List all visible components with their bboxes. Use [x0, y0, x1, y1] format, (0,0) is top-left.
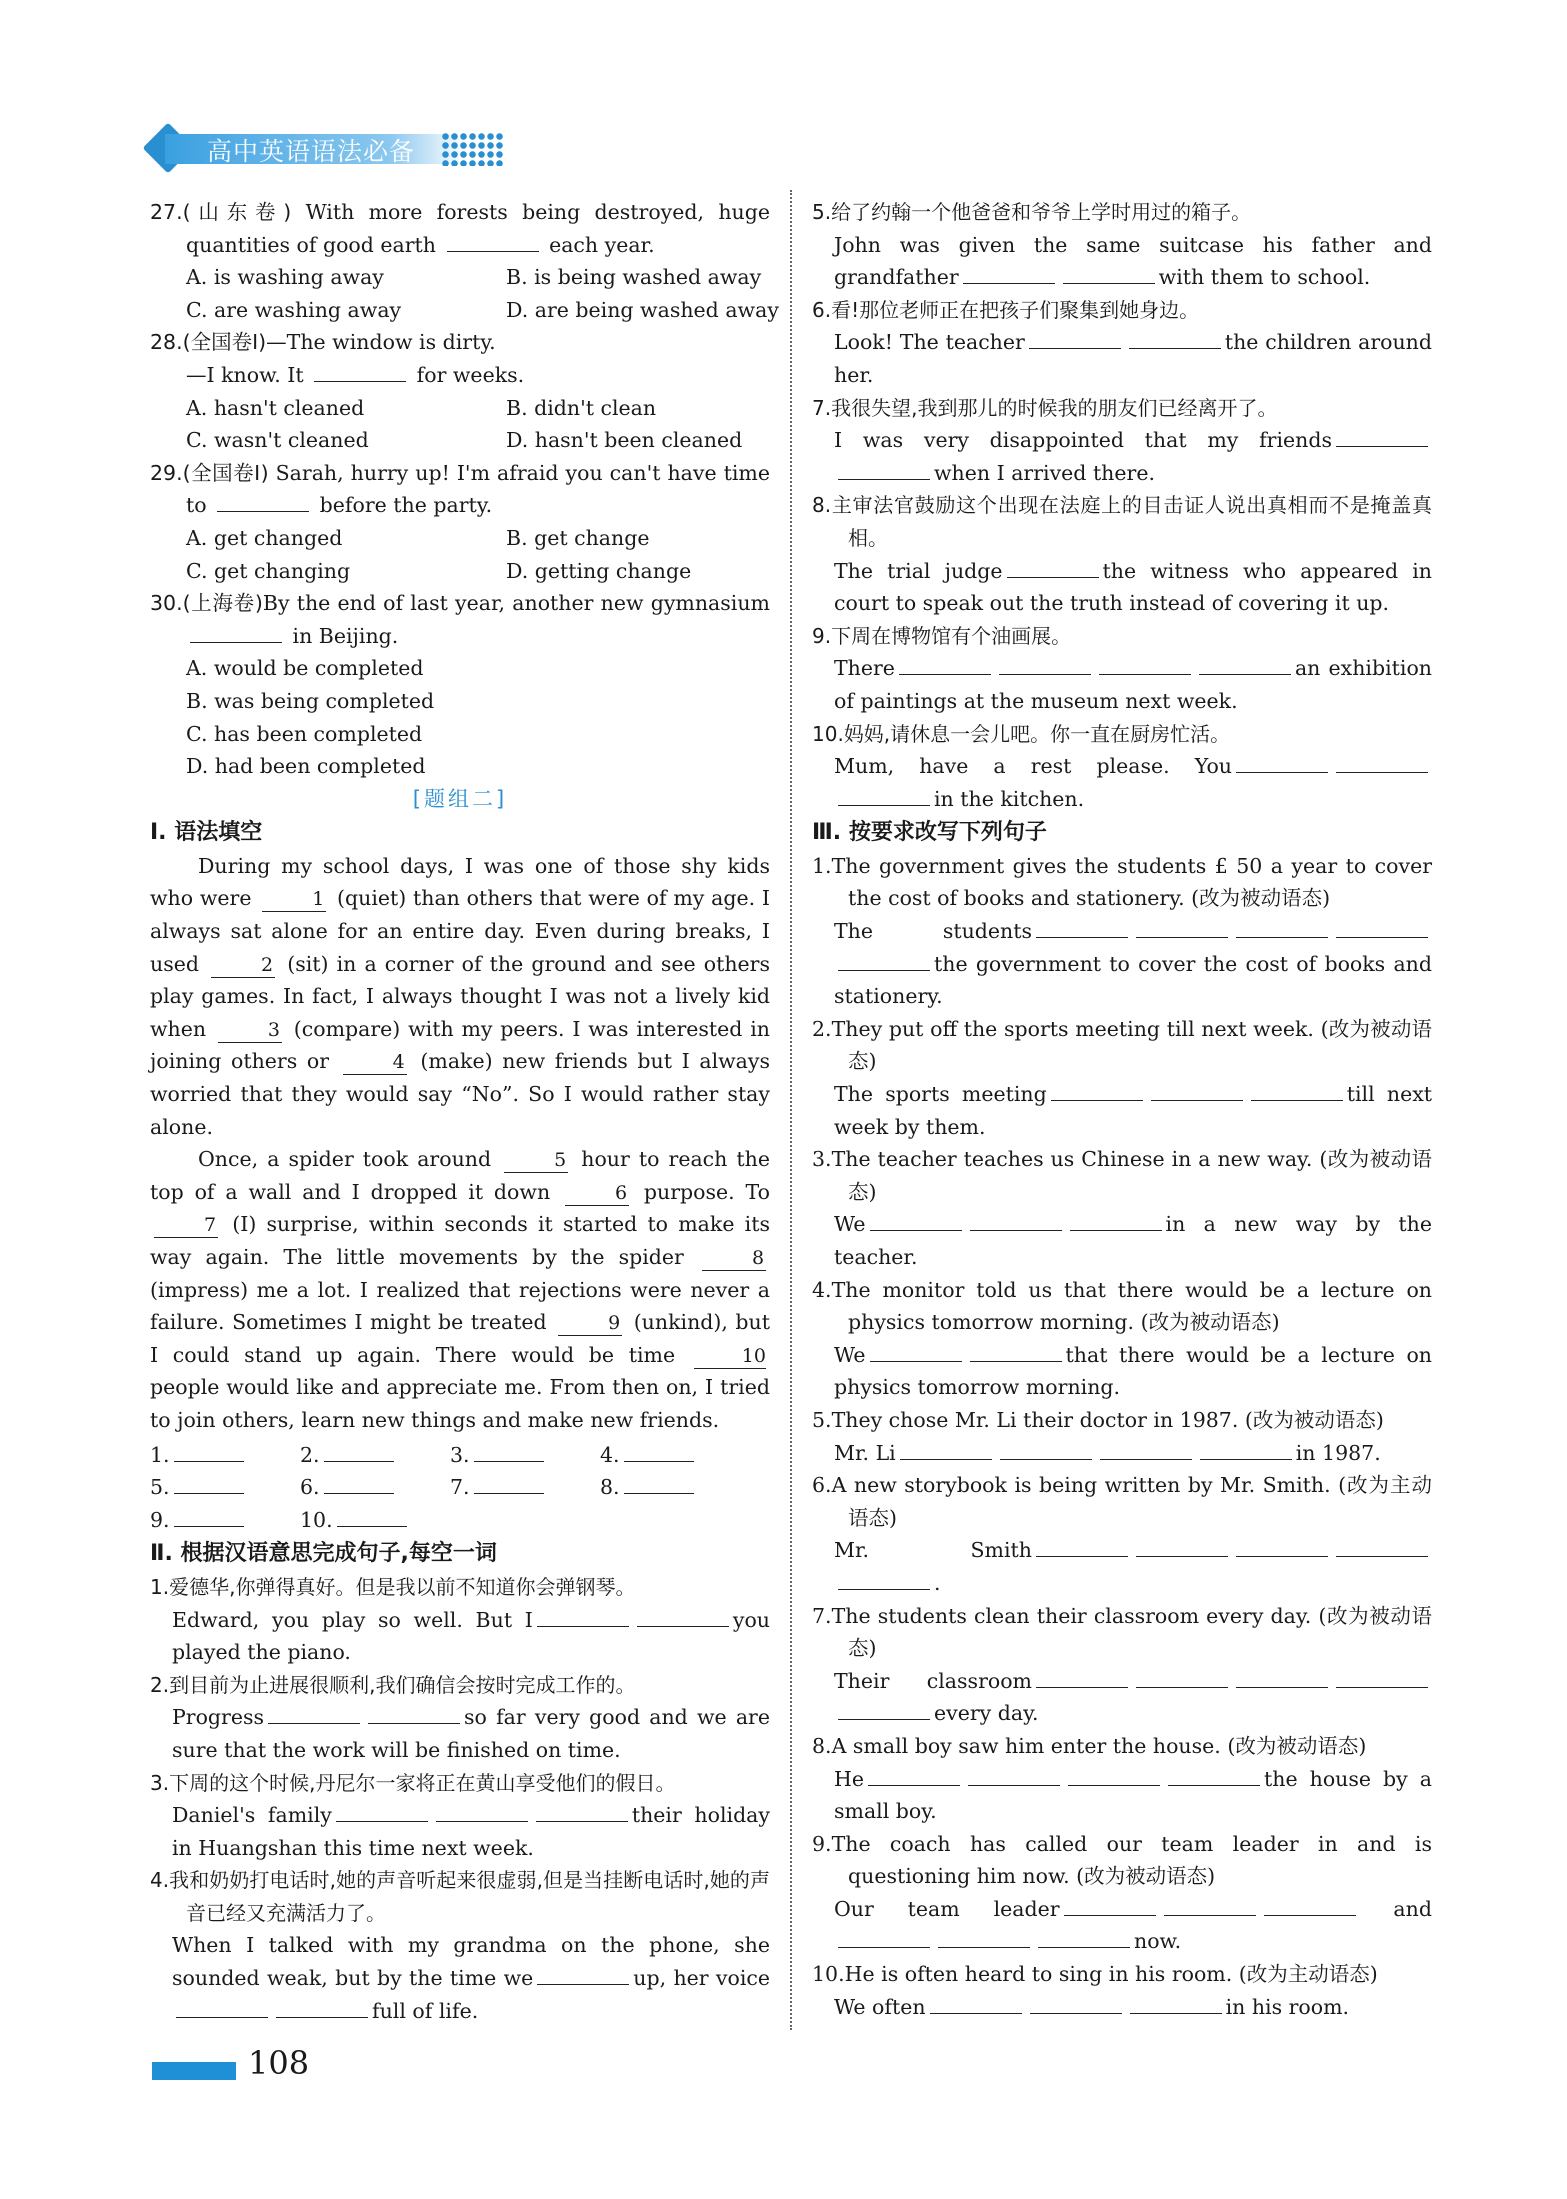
options-30 [150, 652, 770, 782]
numbered-blank[interactable]: 8 [702, 1246, 766, 1271]
numbered-blank[interactable]: 3 [218, 1018, 282, 1043]
s3-q3: 3.The teacher teaches us Chinese in a new way. (改为被动语态) [812, 1147, 1432, 1204]
option[interactable]: B. get change [506, 525, 650, 550]
s3-q4: 4.The monitor told us that there would be a lecture on physics tomorrow morning. (改为被动语态) [812, 1277, 1432, 1335]
option[interactable]: C. wasn't cleaned [186, 428, 369, 453]
question-30: 30.(上海卷)By the end of last year, another new gymnasium in Beijing. [150, 591, 770, 648]
left-column [150, 196, 779, 2027]
s2-q9-en: There an exhibition of paintings at the museum next week. [812, 652, 1432, 717]
s3-q7-answer: Their classroomevery day. [812, 1665, 1432, 1730]
answer-slot[interactable]: 1. [150, 1439, 300, 1472]
section-2-title: Ⅱ. 根据汉语意思完成句子,每空一词 [150, 1541, 497, 1567]
question-27: 27.(山东卷) With more forests being destroyed, huge quantities of good earth each year. [150, 200, 770, 257]
answer-blank[interactable] [217, 489, 309, 512]
question-28-line2: —I know. It for weeks. [150, 359, 770, 392]
book-title: 高中英语语法必备 [207, 137, 416, 166]
numbered-blank[interactable]: 7 [154, 1213, 218, 1238]
numbered-blank[interactable]: 5 [504, 1148, 568, 1173]
numbered-blank[interactable]: 6 [565, 1181, 629, 1206]
option[interactable]: C. are washing away [186, 297, 402, 322]
option[interactable]: D. had been completed [186, 754, 426, 779]
option[interactable]: D. getting change [506, 558, 692, 583]
cloze-paragraph-2: Once, a spider took around 5 hour to reach the top of a wall and I dropped it down 6 purpose. To 7 (I) surprise, within seconds it started to make its way again. The little movements by the spider 8 (impress) me a lot. I realized that rejections were never a failure. Sometimes I might be treated 9 (unkind), but I could stand up again. There would be time 10 people would like and appreciate me. From then on, I tried to join others, learn new things and make new friends. [150, 1147, 770, 1432]
s3-q1: 1.The government gives the students £ 50 a year to cover the cost of books and stationery. (改为被动语态) [812, 853, 1432, 911]
source-tag: (上海卷) [182, 591, 263, 616]
s2-q9-zh: 9.下周在博物馆有个油画展。 [812, 623, 1072, 648]
numbered-blank[interactable]: 1 [262, 887, 326, 912]
s3-q10-answer: We often in his room. [812, 1991, 1432, 2024]
option[interactable]: C. get changing [186, 558, 351, 583]
section-3-title: Ⅲ. 按要求改写下列句子 [812, 820, 1047, 846]
s3-q3-answer: We in a new way by the teacher. [812, 1208, 1432, 1273]
s2-q4-zh: 4.我和奶奶打电话时,她的声音听起来很虚弱,但是当挂断电话时,她的声音已经又充满活力了。 [150, 1868, 770, 1925]
answer-slot[interactable]: 5. [150, 1471, 300, 1504]
s3-q9: 9.The coach has called our team leader in and is questioning him now. (改为被动语态) [812, 1831, 1432, 1889]
s3-q5-answer: Mr. Li in 1987. [812, 1437, 1432, 1470]
option[interactable]: B. didn't clean [506, 395, 657, 420]
s2-q6-en: Look! The teacher the children around her. [812, 326, 1432, 391]
s2-q2-en: Progress so far very good and we are sure that the work will be finished on time. [150, 1701, 770, 1766]
options-29 [150, 522, 770, 587]
page-number-bar [152, 2062, 236, 2080]
question-29: 29.(全国卷Ⅰ) Sarah, hurry up! I'm afraid you can't have time to before the party. [150, 460, 770, 518]
option[interactable]: A. is washing away [186, 265, 384, 290]
numbered-blank[interactable]: 2 [211, 953, 275, 978]
s3-q2-answer: The sports meeting till next week by them. [812, 1078, 1432, 1143]
s3-q8-answer: He the house by a small boy. [812, 1763, 1432, 1828]
answer-slot[interactable]: 4. [600, 1439, 750, 1472]
group-title: [题组二] [412, 786, 508, 811]
answer-blank[interactable] [314, 359, 406, 382]
s2-q6-zh: 6.看!那位老师正在把孩子们聚集到她身边。 [812, 297, 1200, 322]
source-tag: (全国卷Ⅰ) [182, 460, 269, 485]
s2-q1-en: Edward, you play so well. But I you played the piano. [150, 1604, 770, 1669]
s3-q6: 6.A new storybook is being written by Mr. Smith. (改为主动语态) [812, 1473, 1432, 1530]
option[interactable]: C. has been completed [186, 721, 423, 746]
numbered-blank[interactable]: 10 [694, 1344, 766, 1369]
answer-slot[interactable]: 7. [450, 1471, 600, 1504]
s2-q5-en: John was given the same suitcase his father and grandfather with them to school. [834, 232, 1432, 290]
s3-q10: 10.He is often heard to sing in his room. (改为主动语态) [812, 1962, 1378, 1987]
source-tag: (全国卷Ⅰ) [182, 330, 267, 355]
answer-slot[interactable]: 8. [600, 1471, 750, 1504]
s2-q7-zh: 7.我很失望,我到那儿的时候我的朋友们已经离开了。 [812, 395, 1278, 420]
option[interactable]: D. are being washed away [506, 297, 779, 322]
option[interactable]: A. would be completed [186, 656, 424, 681]
numbered-blank[interactable]: 4 [343, 1050, 407, 1075]
s3-q5: 5.They chose Mr. Li their doctor in 1987. (改为被动语态) [812, 1407, 1384, 1432]
book-header [145, 128, 515, 170]
s3-q6-answer: Mr. Smith. [812, 1534, 1432, 1599]
option[interactable]: B. was being completed [186, 688, 435, 713]
s2-q8-zh: 8.主审法官鼓励这个出现在法庭上的目击证人说出真相而不是掩盖真相。 [812, 493, 1432, 550]
s2-q2-zh: 2.到目前为止进展很顺利,我们确信会按时完成工作的。 [150, 1672, 636, 1697]
answer-slot[interactable]: 6. [300, 1471, 450, 1504]
question-28: 28.(全国卷Ⅰ)—The window is dirty. [150, 330, 496, 355]
s2-q3-zh: 3.下周的这个时候,丹尼尔一家将正在黄山享受他们的假日。 [150, 1770, 676, 1795]
option[interactable]: D. hasn't been cleaned [506, 428, 743, 453]
answer-slot[interactable]: 10. [300, 1504, 450, 1537]
page-number: 108 [248, 2044, 310, 2082]
cloze-paragraph-1: During my school days, I was one of those shy kids who were 1 (quiet) than others that were of my age. I always sat alone for an entire day. Even during breaks, I used 2 (sit) in a corner of the ground and see others play games. In fact, I always thought I was not a lively kid when 3 (compare) with my peers. I was interested in joining others or 4 (make) new friends but I always worried that they would say “No”. So I would rather stay alone. [150, 853, 771, 1139]
s3-q7: 7.The students clean their classroom every day. (改为被动语态) [812, 1603, 1432, 1661]
answer-slot[interactable]: 9. [150, 1504, 300, 1537]
options-27 [150, 261, 779, 326]
source-tag: (山东卷) [182, 200, 292, 224]
answer-slot[interactable]: 3. [450, 1439, 600, 1472]
option[interactable]: A. get changed [186, 525, 343, 550]
answer-grid [150, 1437, 770, 1537]
s2-q3-en: Daniel's family their holiday in Huangshan this time next week. [150, 1799, 770, 1864]
answer-blank[interactable] [190, 620, 282, 643]
s3-q2: 2.They put off the sports meeting till next week. (改为被动语态) [812, 1016, 1432, 1074]
s3-q9-answer: Our team leader andnow. [812, 1893, 1432, 1958]
right-column [812, 196, 1432, 2023]
s2-q10-en: Mum, have a rest please. Youin the kitchen. [812, 750, 1432, 815]
s2-q5-zh: 5.给了约翰一个他爸爸和爷爷上学时用过的箱子。 [812, 200, 1252, 224]
numbered-blank[interactable]: 9 [558, 1311, 622, 1336]
s3-q1-answer: The studentsthe government to cover the cost of books and stationery. [812, 915, 1432, 1013]
option[interactable]: A. hasn't cleaned [186, 395, 365, 420]
section-1-title: Ⅰ. 语法填空 [150, 820, 263, 846]
s2-q8-en: The trial judge the witness who appeared in court to speak out the truth instead of covering it up. [812, 555, 1432, 620]
column-divider [790, 190, 792, 2030]
s2-q4-en: When I talked with my grandma on the phone, she sounded weak, but by the time we up, her voicefull of life. [172, 1933, 771, 2023]
options-28 [150, 392, 770, 457]
answer-slot[interactable]: 2. [300, 1439, 450, 1472]
header-dots-icon [441, 132, 503, 166]
option[interactable]: B. is being washed away [506, 265, 762, 290]
answer-blank[interactable] [447, 229, 539, 252]
s2-q1-zh: 1.爱德华,你弹得真好。但是我以前不知道你会弹钢琴。 [150, 1574, 636, 1599]
s3-q4-answer: We that there would be a lecture on physics tomorrow morning. [812, 1339, 1432, 1404]
s2-q10-zh: 10.妈妈,请休息一会儿吧。你一直在厨房忙活。 [812, 721, 1231, 746]
s2-q7-en: I was very disappointed that my friendswhen I arrived there. [812, 424, 1432, 489]
s3-q8: 8.A small boy saw him enter the house. (改为被动语态) [812, 1733, 1367, 1758]
